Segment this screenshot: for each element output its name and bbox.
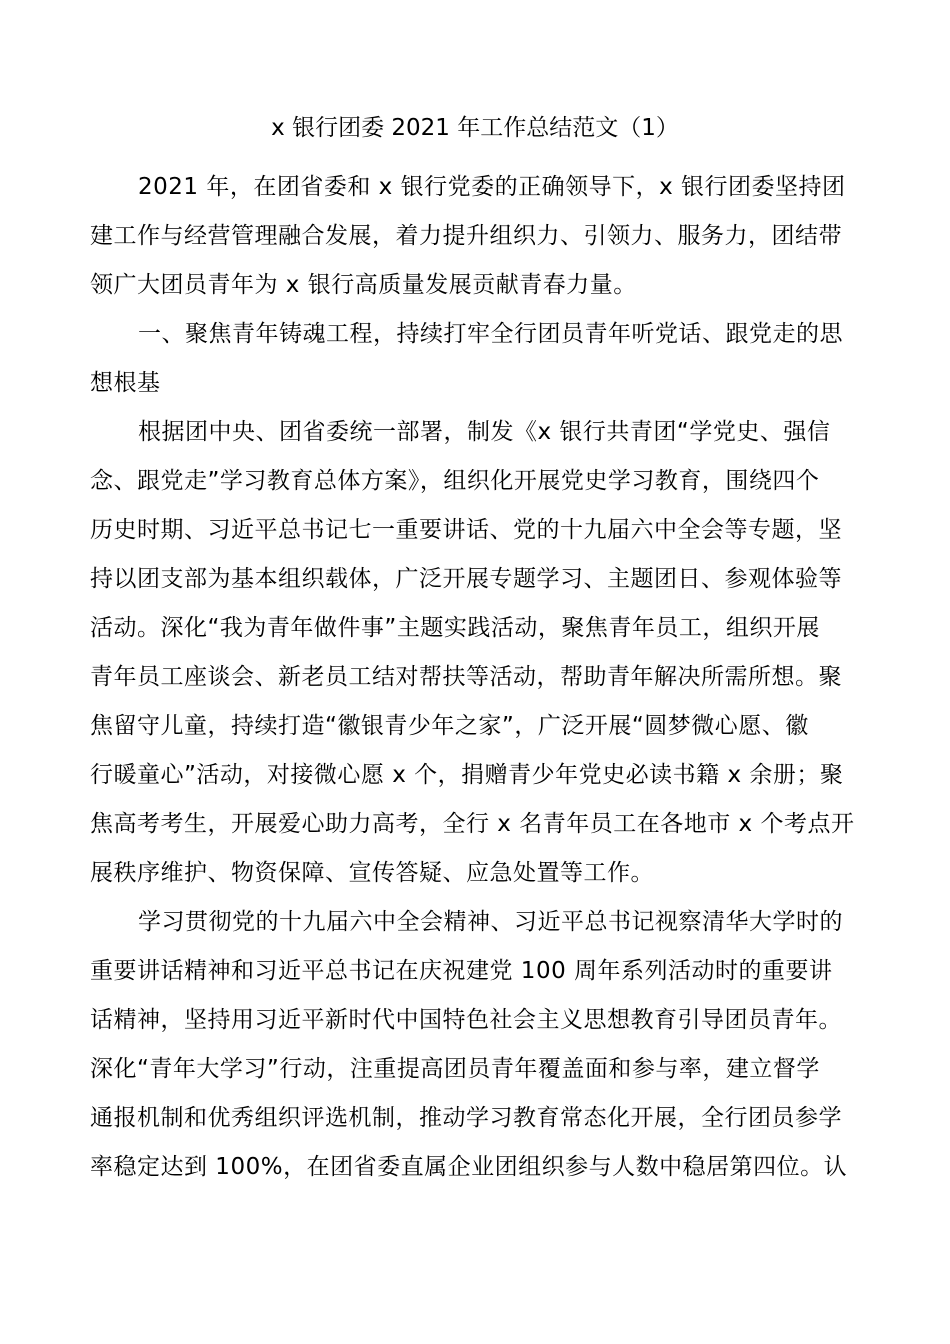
text-line: 建工作与经营管理融合发展，着力提升组织力、引领力、服务力，团结带 (90, 223, 842, 249)
document-title: x 银行团委 2021 年工作总结范文（1） (271, 115, 679, 141)
text-line: 根据团中央、团省委统一部署，制发《x 银行共青团“学党史、强信 (138, 419, 831, 445)
text-line: 活动。深化“我为青年做件事”主题实践活动，聚焦青年员工，组织开展 (90, 615, 820, 641)
text-line: 念、跟党走”学习教育总体方案》，组织化开展党史学习教育，围绕四个 (90, 468, 820, 494)
text-line: 学习贯彻党的十九届六中全会精神、习近平总书记视察清华大学时的 (138, 909, 843, 935)
text-line: 深化“青年大学习”行动，注重提高团员青年覆盖面和参与率，建立督学 (90, 1056, 820, 1082)
text-line: 重要讲话精神和习近平总书记在庆祝建党 100 周年系列活动时的重要讲 (90, 958, 833, 984)
text-line: 焦高考考生，开展爱心助力高考，全行 x 名青年员工在各地市 x 个考点开 (90, 811, 855, 837)
text-line: 通报机制和优秀组织评选机制，推动学习教育常态化开展，全行团员参学 (90, 1105, 842, 1131)
text-line: 持以团支部为基本组织载体，广泛开展专题学习、主题团日、参观体验等 (90, 566, 842, 592)
text-line: 展秩序维护、物资保障、宣传答疑、应急处置等工作。 (90, 860, 654, 886)
text-line: 行暖童心”活动，对接微心愿 x 个，捐赠青少年党史必读书籍 x 余册；聚 (90, 762, 844, 788)
text-line: 话精神，坚持用习近平新时代中国特色社会主义思想教育引导团员青年。 (90, 1007, 842, 1033)
text-line: 率稳定达到 100%，在团省委直属企业团组织参与人数中稳居第四位。认 (90, 1154, 848, 1180)
section-heading-line: 想根基 (90, 370, 161, 396)
section-heading-line: 一、聚焦青年铸魂工程，持续打牢全行团员青年听党话、跟党走的思 (138, 321, 843, 347)
text-line: 青年员工座谈会、新老员工结对帮扶等活动，帮助青年解决所需所想。聚 (90, 664, 842, 690)
text-line: 2021 年，在团省委和 x 银行党委的正确领导下，x 银行团委坚持团 (138, 174, 846, 200)
text-line: 领广大团员青年为 x 银行高质量发展贡献青春力量。 (90, 272, 637, 298)
text-line: 焦留守儿童，持续打造“徽银青少年之家”，广泛开展“圆梦微心愿、徽 (90, 713, 809, 739)
text-line: 历史时期、习近平总书记七一重要讲话、党的十九届六中全会等专题，坚 (90, 517, 842, 543)
